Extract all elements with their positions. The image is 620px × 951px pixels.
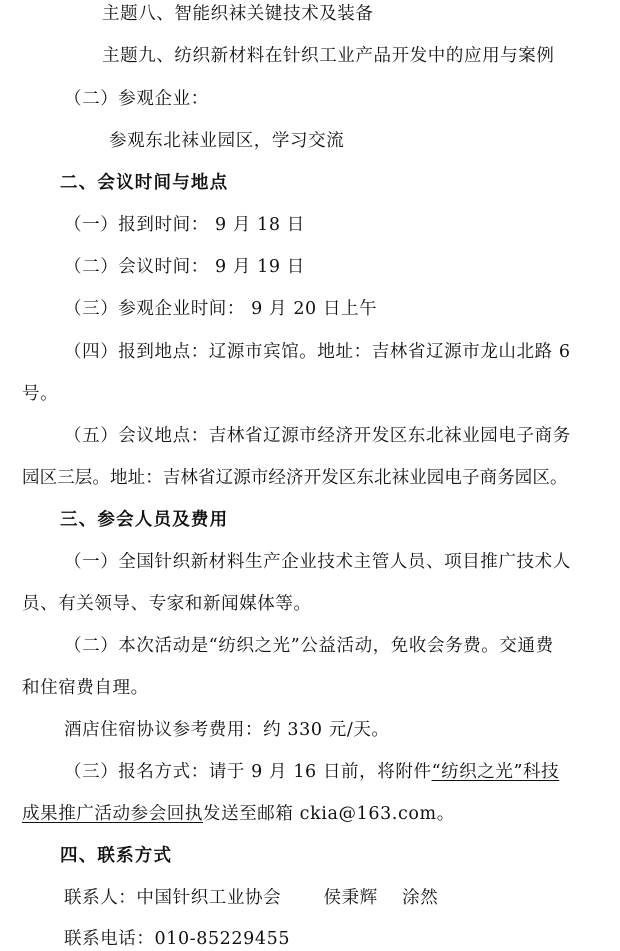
meeting-place-line-1: （五）会议地点：吉林省辽源市经济开发区东北袜业园电子商务 <box>64 426 571 446</box>
topic-nine: 主题九、纺织新材料在针织工业产品开发中的应用与案例 <box>102 46 555 66</box>
registration-suffix: 发送至邮箱 ckia@163.com。 <box>203 804 455 824</box>
contact-person: 联系人：中国针织工业协会 侯秉辉 涂然 <box>64 888 439 908</box>
attendees-line-1: （一）全国针织新材料生产企业技术主管人员、项目推广技术人 <box>64 552 571 572</box>
meeting-place-line-2: 园区三层。地址：吉林省辽源市经济开发区东北袜业园电子商务园区。 <box>22 468 568 488</box>
attachment-title-part-2: 成果推广活动参会回执 <box>22 804 203 824</box>
registration-prefix: （三）报名方式：请于 9 月 16 日前，将附件 <box>64 762 432 782</box>
visit-text: 参观东北袜业园区，学习交流 <box>109 131 345 151</box>
hotel-fee: 酒店住宿协议参考费用：约 330 元/天。 <box>64 720 390 740</box>
visit-title: （二）参观企业： <box>64 89 209 109</box>
fees-line-1: （二）本次活动是“纺织之光”公益活动，免收会务费。交通费 <box>64 636 554 656</box>
section-four-title: 四、联系方式 <box>60 846 173 866</box>
section-two-title: 二、会议时间与地点 <box>60 173 229 193</box>
checkin-place-line-1: （四）报到地点：辽源市宾馆。地址：吉林省辽源市龙山北路 6 <box>64 342 571 362</box>
visit-time: （三）参观企业时间： 9 月 20 日上午 <box>64 299 378 319</box>
attachment-title-part-1: “纺织之光”科技 <box>431 762 560 782</box>
topic-eight: 主题八、智能织袜关键技术及装备 <box>102 4 374 24</box>
meeting-time: （二）会议时间： 9 月 19 日 <box>64 257 305 277</box>
registration-line-1 <box>64 761 559 783</box>
attendees-line-2: 员、有关领导、专家和新闻媒体等。 <box>22 594 312 614</box>
checkin-place-line-2: 号。 <box>22 384 59 404</box>
contact-phone: 联系电话：010-85229455 <box>64 929 291 949</box>
fees-line-2: 和住宿费自理。 <box>22 678 149 698</box>
registration-line-2 <box>22 803 455 825</box>
checkin-time: （一）报到时间： 9 月 18 日 <box>64 215 305 235</box>
section-three-title: 三、参会人员及费用 <box>60 510 229 530</box>
